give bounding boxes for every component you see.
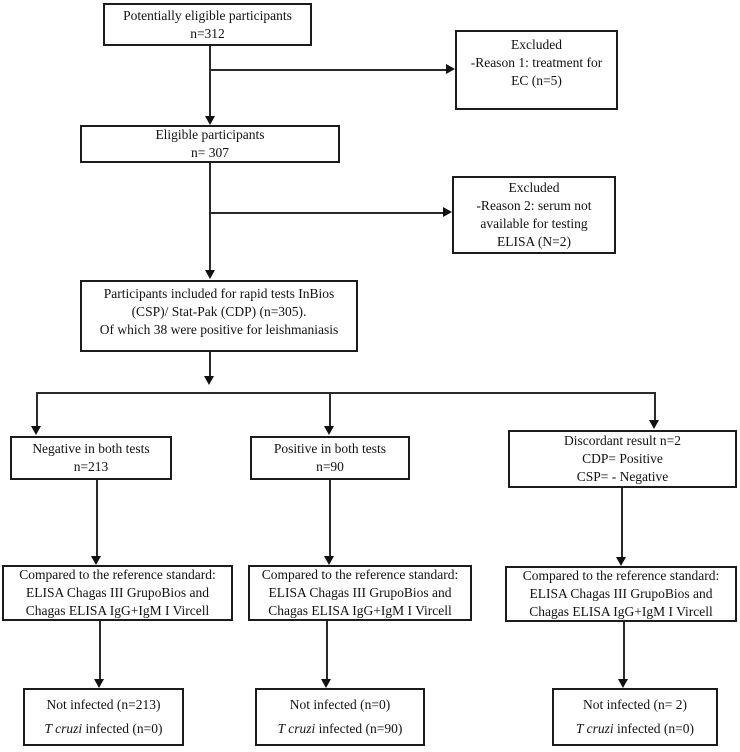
box-text-line: available for testing — [480, 216, 588, 231]
infected-count-label: infected (n=0) — [82, 720, 163, 736]
box-text-line: CSP= - Negative — [576, 469, 669, 484]
connector-line — [36, 392, 38, 426]
box-text-line: Compared to the reference standard: — [261, 567, 459, 582]
arrowhead-right-icon — [446, 64, 455, 74]
box-text-line: CDP= Positive — [582, 451, 663, 466]
box-positive-both-tests — [250, 436, 410, 480]
connector-line — [96, 480, 98, 556]
box-text-line — [45, 721, 163, 737]
box-text-line: ELISA (N=2) — [497, 234, 571, 249]
box-reference-standard-right — [505, 566, 737, 622]
box-text-line: -Reason 2: serum not — [476, 198, 592, 213]
arrowhead-right-icon — [443, 207, 452, 217]
box-text-line: -Reason 1: treatment for — [470, 55, 603, 70]
box-text-line: Chagas ELISA IgG+IgM I Vircell — [268, 603, 452, 618]
box-included-rapid-tests — [80, 280, 358, 352]
box-text-line: ELISA Chagas III GrupoBios and — [26, 585, 209, 600]
arrowhead-down-icon — [321, 679, 331, 688]
arrowhead-down-icon — [204, 376, 214, 385]
arrowhead-down-icon — [205, 116, 215, 125]
infected-count-label: infected (n=90) — [315, 720, 403, 736]
box-text-line: ELISA Chagas III GrupoBios and — [268, 585, 452, 600]
arrowhead-down-icon — [616, 557, 626, 566]
box-text-line: Chagas ELISA IgG+IgM I Vircell — [529, 604, 713, 619]
box-text-line: Of which 38 were positive for leishmaniasis — [99, 322, 339, 337]
box-text-line: Not infected (n=213) — [46, 697, 161, 713]
box-reference-standard-middle — [248, 565, 472, 621]
arrowhead-down-icon — [324, 426, 334, 435]
box-text-line: Not infected (n=0) — [289, 697, 391, 713]
arrowhead-down-icon — [31, 426, 41, 435]
connector-line — [209, 352, 211, 376]
connector-line — [210, 212, 443, 214]
box-text-line: Compared to the reference standard: — [522, 568, 720, 583]
box-text-line: n=312 — [190, 25, 225, 41]
t-cruzi-species-label: T cruzi — [277, 720, 316, 736]
box-negative-both-tests — [10, 436, 172, 480]
box-text-line: Excluded — [511, 37, 562, 52]
box-text-line — [278, 721, 403, 737]
connector-line — [623, 622, 625, 679]
box-text-line: Chagas ELISA IgG+IgM I Vircell — [25, 603, 210, 618]
connector-line — [99, 621, 101, 679]
connector-line — [329, 392, 331, 426]
arrowhead-down-icon — [649, 420, 659, 429]
box-text-line: Participants included for rapid tests InBios — [103, 286, 335, 301]
box-text-line — [576, 721, 694, 737]
box-potentially-eligible — [103, 3, 312, 46]
box-outcome-positive — [255, 688, 425, 746]
box-text-line: ELISA Chagas III GrupoBios and — [529, 586, 713, 601]
box-text-line: Not infected (n= 2) — [583, 697, 687, 713]
connector-line — [654, 392, 656, 420]
box-text-line: Potentially eligible participants — [123, 7, 292, 23]
box-text-line: Positive in both tests — [273, 441, 387, 456]
box-text-line: Negative in both tests — [32, 441, 150, 456]
box-text-line: n=213 — [73, 459, 109, 474]
box-text-line: Compared to the reference standard: — [19, 567, 216, 582]
t-cruzi-species-label: T cruzi — [576, 720, 614, 736]
arrowhead-down-icon — [94, 679, 104, 688]
connector-line — [37, 392, 655, 394]
box-text-line: EC (n=5) — [511, 73, 562, 88]
connector-line — [209, 46, 211, 118]
connector-line — [329, 480, 331, 556]
connector-line — [326, 621, 328, 679]
box-eligible — [80, 125, 340, 163]
arrowhead-down-icon — [324, 556, 334, 565]
box-excluded-reason1 — [455, 30, 618, 110]
box-excluded-reason2 — [452, 176, 616, 254]
connector-line — [621, 488, 623, 557]
box-discordant-result — [508, 430, 737, 488]
connector-line — [209, 163, 211, 271]
box-text-line: Excluded — [508, 180, 560, 195]
connector-line — [210, 69, 446, 71]
box-text-line: Discordant result n=2 — [563, 433, 682, 448]
infected-count-label: infected (n=0) — [613, 720, 694, 736]
box-text-line: (CSP)/ Stat-Pak (CDP) (n=305). — [131, 304, 307, 319]
arrowhead-down-icon — [91, 556, 101, 565]
box-outcome-discordant — [552, 688, 718, 746]
box-outcome-negative — [23, 688, 184, 746]
box-text-line: n=90 — [316, 459, 344, 474]
arrowhead-down-icon — [618, 679, 628, 688]
t-cruzi-species-label: T cruzi — [44, 720, 83, 736]
box-text-line: n= 307 — [191, 145, 229, 160]
box-text-line: Eligible participants — [155, 127, 265, 142]
arrowhead-down-icon — [205, 270, 215, 279]
box-reference-standard-left — [2, 565, 233, 621]
